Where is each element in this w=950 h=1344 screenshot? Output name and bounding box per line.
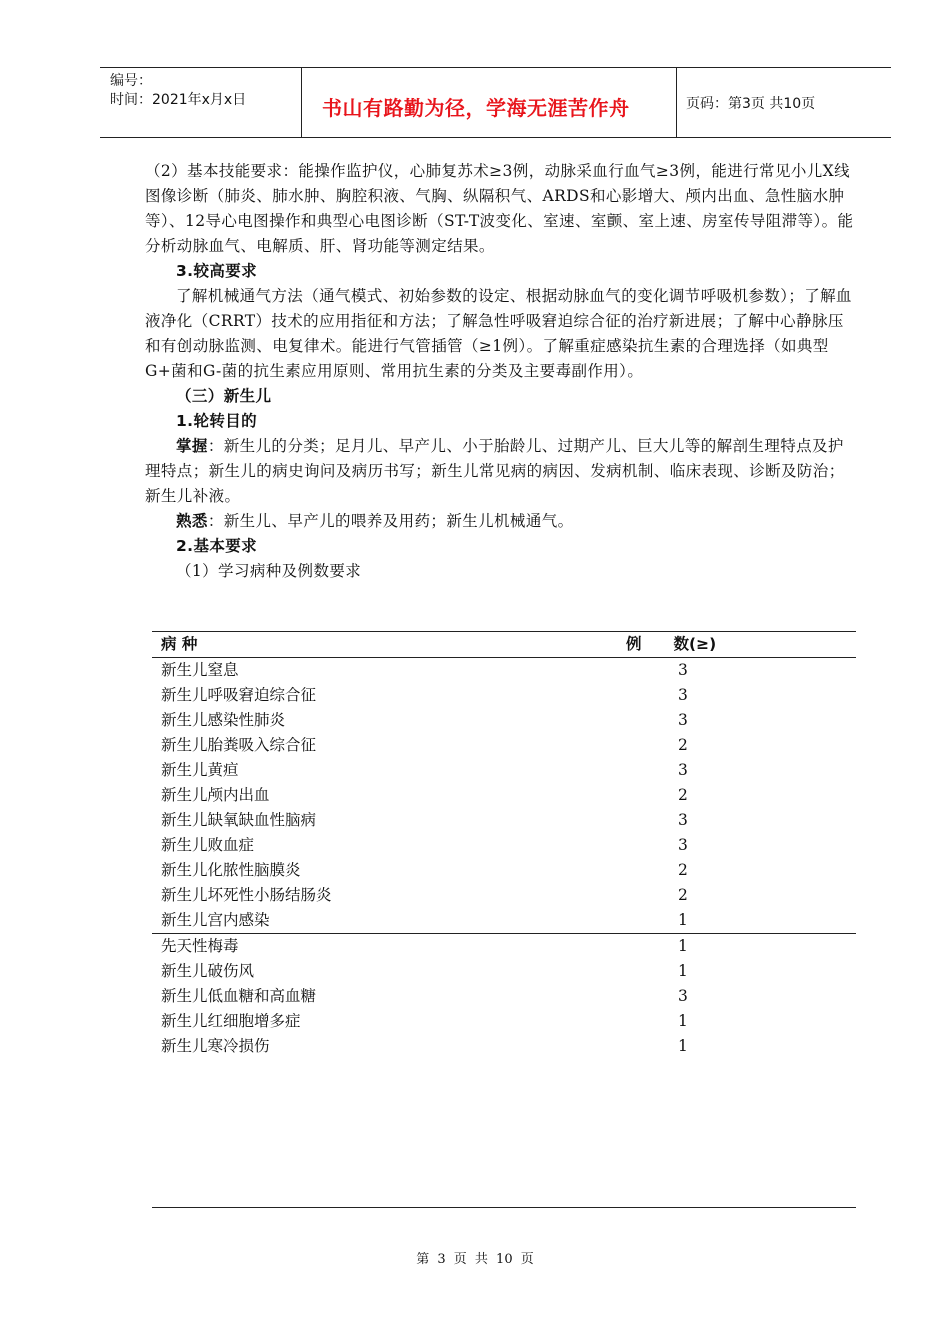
doc-code-label: 编号：: [110, 73, 152, 89]
table-row: [152, 959, 856, 984]
case-count: [626, 959, 856, 984]
doc-time-label: 时间：2021年x月x日: [110, 92, 247, 108]
case-count-value: 3: [678, 761, 688, 779]
column-header-disease: 病 种: [152, 632, 626, 658]
case-count: [626, 908, 856, 934]
case-count-value: 3: [678, 661, 688, 679]
case-count: [626, 1034, 856, 1059]
master-label: 掌握: [176, 437, 208, 455]
disease-name: 新生儿败血症: [161, 836, 255, 854]
case-count-value: 2: [678, 886, 688, 904]
disease-name: 新生儿颅内出血: [161, 786, 270, 804]
heading-rotation-goal: 1.轮转目的: [176, 412, 258, 430]
case-count-value: 1: [678, 911, 688, 929]
case-count: [626, 733, 856, 758]
paragraph-master: [145, 434, 857, 509]
case-count-value: 1: [678, 937, 688, 955]
table-row: [152, 858, 856, 883]
case-count: [626, 883, 856, 908]
table-row: [152, 833, 856, 858]
disease-name: 新生儿窒息: [161, 661, 239, 679]
heading-higher-requirements: 3.较高要求: [176, 262, 258, 280]
paragraph-familiar: [145, 509, 857, 534]
case-count: [626, 934, 856, 960]
case-count-value: 2: [678, 736, 688, 754]
case-count: [626, 683, 856, 708]
table-row: [152, 733, 856, 758]
header-meta: [100, 68, 300, 137]
case-count-value: 1: [678, 1037, 688, 1055]
table-row: [152, 1009, 856, 1034]
table-row: [152, 808, 856, 833]
disease-name: 新生儿红细胞增多症: [161, 1012, 301, 1030]
disease-name: 新生儿缺氧缺血性脑病: [161, 811, 317, 829]
document-body: [145, 159, 857, 584]
table-row: [152, 1034, 856, 1059]
table-row: [152, 883, 856, 908]
case-count-value: 3: [678, 686, 688, 704]
table-row: [152, 708, 856, 733]
disease-name: 新生儿破伤风: [161, 962, 255, 980]
familiar-text: ：新生儿、早产儿的喂养及用药；新生儿机械通气。: [207, 512, 574, 530]
familiar-label: 熟悉: [176, 512, 208, 530]
table-row: [152, 984, 856, 1009]
case-count: [626, 758, 856, 783]
column-header-count: [626, 632, 856, 658]
case-count-value: 3: [678, 811, 688, 829]
case-count-value: 3: [678, 711, 688, 729]
case-count-value: 2: [678, 786, 688, 804]
table-row: [152, 658, 856, 684]
disease-name: 新生儿寒冷损伤: [161, 1037, 270, 1055]
case-count: [626, 833, 856, 858]
disease-name: 新生儿宫内感染: [161, 911, 270, 929]
disease-name: 新生儿胎粪吸入综合征: [161, 736, 317, 754]
heading-basic-requirements: 2.基本要求: [176, 537, 258, 555]
disease-requirement-table: [152, 631, 856, 1059]
heading-neonatal-section: （三）新生儿: [176, 387, 272, 405]
paragraph-higher-requirements: 了解机械通气方法（通气模式、初始参数的设定、根据动脉血气的变化调节呼吸机参数）；了解血液净化（CRRT）技术的应用指征和方法；了解急性呼吸窘迫综合征的治疗新进展；了解中心静脉压和有创动脉监测、电复律术。能进行气管插管（≥1例）。了解重症感染抗生素的合理选择（如典型G+菌和G-菌的抗生素应用原则、常用抗生素的分类及主要毒副作用）。: [145, 287, 852, 380]
case-count: [626, 858, 856, 883]
disease-name: 新生儿黄疸: [161, 761, 239, 779]
case-count: [626, 808, 856, 833]
master-text: ：新生儿的分类；足月儿、早产儿、小于胎龄儿、过期产儿、巨大儿等的解剖生理特点及护理特点；新生儿的病史询问及病历书写；新生儿常见病的病因、发病机制、临床表现、诊断及防治；新生儿补液。: [145, 437, 845, 505]
table-row: [152, 683, 856, 708]
table-caption: （1）学习病种及例数要求: [176, 562, 362, 580]
column-header-min-count: 数(≥): [673, 635, 717, 653]
page-header: [100, 67, 891, 138]
header-motto: 书山有路勤为径，学海无涯苦作舟: [322, 96, 630, 120]
case-count-value: 1: [678, 962, 688, 980]
header-motto-cell: [301, 68, 677, 137]
disease-name: 新生儿感染性肺炎: [161, 711, 286, 729]
case-count: [626, 658, 856, 684]
footer-divider: [152, 1207, 856, 1208]
table-row: [152, 934, 856, 960]
case-count: [626, 708, 856, 733]
case-count: [626, 783, 856, 808]
case-count: [626, 984, 856, 1009]
disease-name: 先天性梅毒: [152, 934, 626, 960]
disease-name: 新生儿坏死性小肠结肠炎: [161, 886, 332, 904]
table-row: [152, 758, 856, 783]
table-row: [152, 908, 856, 934]
footer-page-number: 第 3 页 共 10 页: [416, 1252, 534, 1267]
header-page-number: 页码：第3页 共10页: [686, 96, 816, 112]
case-count-value: 3: [678, 987, 688, 1005]
case-count-value: 3: [678, 836, 688, 854]
table-row: [152, 783, 856, 808]
paragraph-basic-skills: （2）基本技能要求：能操作监护仪，心肺复苏术≥3例，动脉采血行血气≥3例，能进行常见小儿X线图像诊断（肺炎、肺水肿、胸腔积液、气胸、纵隔积气、ARDS和心影增大、颅内出血、急性脑水肿等）、12导心电图操作和典型心电图诊断（ST-T波变化、室速、室颤、室上速、房室传导阻滞等）。能分析动脉血气、电解质、肝、肾功能等测定结果。: [145, 162, 854, 255]
case-count: [626, 1009, 856, 1034]
disease-name: 新生儿化脓性脑膜炎: [161, 861, 301, 879]
column-header-example: 例: [626, 635, 642, 653]
disease-name: 新生儿呼吸窘迫综合征: [161, 686, 317, 704]
case-count-value: 1: [678, 1012, 688, 1030]
table-header-row: [152, 632, 856, 658]
case-count-value: 2: [678, 861, 688, 879]
disease-name: 新生儿低血糖和高血糖: [161, 987, 317, 1005]
